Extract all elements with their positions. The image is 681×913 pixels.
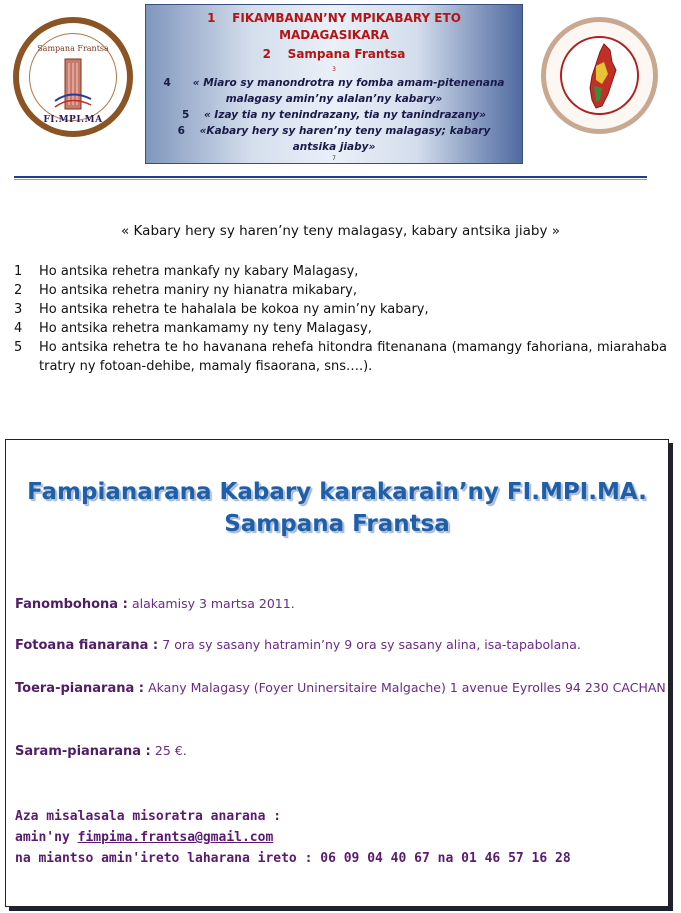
contact-line-1: Aza misalasala misoratra anarana :	[15, 809, 282, 824]
location-row	[15, 677, 666, 699]
banner-line-1	[146, 11, 522, 25]
book-emblem-icon	[51, 55, 95, 113]
banner-item-6	[146, 125, 522, 137]
banner-line1b-text: MADAGASIKARA	[279, 28, 389, 42]
madagascar-map-icon	[546, 22, 653, 129]
banner-item6-number: 6	[177, 125, 185, 137]
start-date-value: alakamisy 3 martsa 2011.	[131, 596, 295, 611]
list-item-number: 5	[14, 340, 23, 355]
banner-line1-text: FIKAMBANAN’NY MPIKABARY ETO	[232, 11, 461, 25]
banner-item6b-text: antsika jiaby»	[292, 141, 376, 153]
banner-line1-number: 1	[207, 11, 216, 25]
logo-left-bottom-text: FI.MPI.MA	[43, 115, 103, 125]
contact-prefix: amin'ny	[15, 830, 70, 845]
fee-row	[15, 740, 666, 762]
start-date-row	[15, 593, 666, 615]
banner-item5-number: 5	[182, 109, 190, 121]
class-time-row	[15, 634, 666, 656]
purpose-list	[14, 262, 667, 376]
logo-left-top-text: Sampana Frantsa	[37, 44, 109, 53]
fimpima-logo-left	[13, 17, 133, 137]
header-divider	[14, 176, 647, 180]
class-time-value: 7 ora sy sasany hatramin’ny 9 ora sy sasany alina, isa-tapabolana.	[162, 637, 581, 652]
course-title	[6, 476, 668, 540]
banner-item4-text: « Miaro sy manondrotra ny fomba amam-pitenenana	[192, 77, 505, 89]
list-item-text: Ho antsika rehetra te hahalala be kokoa ny amin’ny kabary,	[39, 302, 429, 317]
list-item-number: 3	[14, 302, 23, 317]
banner-item4-number: 4	[163, 77, 171, 89]
banner-item6-text: «Kabary hery sy haren’ny teny malagasy; kabary	[199, 125, 491, 137]
course-title-line2: Sampana Frantsa	[224, 511, 450, 537]
banner-tiny-7: 7	[332, 155, 336, 162]
list-item	[14, 262, 667, 281]
fimpima-logo-right	[541, 17, 658, 134]
course-info-box	[5, 439, 669, 907]
banner-item4b-text: malagasy amin’ny alalan’ny kabary»	[225, 93, 443, 105]
banner-item-5	[146, 109, 522, 121]
list-item	[14, 281, 667, 300]
list-item-text: Ho antsika rehetra mankamamy ny teny Malagasy,	[39, 321, 372, 336]
list-item	[14, 338, 667, 376]
contact-line-3: na miantso amin'ireto laharana ireto : 06 09 04 40 67 na 01 46 57 16 28	[15, 851, 571, 866]
list-item-number: 4	[14, 321, 23, 336]
banner-tiny-3: 3	[332, 66, 336, 73]
fee-value: 25 €.	[154, 743, 187, 758]
contact-line-2	[15, 827, 666, 848]
course-title-line1: Fampianarana Kabary karakarain’ny FI.MPI.MA.	[27, 479, 647, 505]
list-item	[14, 300, 667, 319]
banner-line2-text: Sampana Frantsa	[287, 47, 406, 61]
list-item	[14, 319, 667, 338]
banner-item-4	[146, 77, 522, 89]
header-banner	[145, 4, 523, 164]
start-date-label: Fanombohona :	[15, 597, 128, 612]
list-item-number: 1	[14, 264, 23, 279]
list-item-text: Ho antsika rehetra te ho havanana rehefa hitondra fitenanana (mamangy fahoriana, miarahaba tratry ny fotoan-dehibe, mamaly fisaorana, sns….).	[39, 340, 667, 374]
fee-label: Saram-pianarana :	[15, 744, 151, 759]
banner-line2-number: 2	[262, 47, 271, 61]
contact-email-link[interactable]: fimpima.frantsa@gmail.com	[77, 830, 274, 845]
location-label: Toera-pianarana :	[15, 681, 144, 696]
list-item-text: Ho antsika rehetra mankafy ny kabary Malagasy,	[39, 264, 359, 279]
banner-item5-text: « Izay tia ny tenindrazany, tia ny tanindrazany»	[203, 109, 486, 121]
banner-line-2	[146, 47, 522, 61]
list-item-text: Ho antsika rehetra maniry ny hianatra mikabary,	[39, 283, 357, 298]
location-value: Akany Malagasy (Foyer Uninersitaire Malgache) 1 avenue Eyrolles 94 230 CACHAN	[148, 680, 666, 695]
class-time-label: Fotoana fianarana :	[15, 638, 159, 653]
list-item-number: 2	[14, 283, 23, 298]
motto-heading: « Kabary hery sy haren’ny teny malagasy, kabary antsika jiaby »	[121, 223, 560, 239]
